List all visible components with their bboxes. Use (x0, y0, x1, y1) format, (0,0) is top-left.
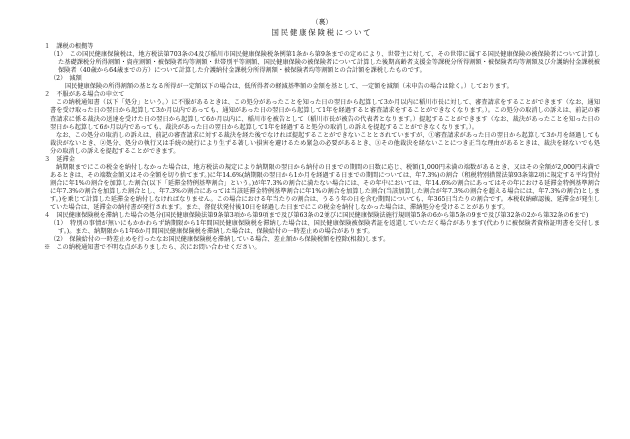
back-side-label: （裏） (311, 18, 333, 26)
paragraph-late-fee: 納期限までにこの税金を納付しなかった場合は、地方税法の規定により納期限の翌日から納付の日までの期間の日数に応じ、税額(1,000円未満の端数があるとき、又はその全額が2,000円未満であるときは、その端数金額又はその全額を切り捨てます。)に年14.6%(納期限の翌日から1か月を経過する日までの期間については、年7.3%)の割合（租税特別措置法第93条第2項に規定する平均貸付割合に年1%の割合を加算した割合(以下「延滞金特例基準割合」という。)が年7.3%の割合に満たない場合には、その年中においては、年14.6%の割合にあってはその年における延滞金特例基準割合に年7.3%の割合を加算した割合とし、年7.3%の割合にあっては当該延滞金特例基準割合に年1%の割合を加算した割合(当該加算した割合が年7.3%の割合を超える場合には、年7.3%の割合)とします。)を乗じて計算した延滞金を納付しなければなりません。この場合における年当たりの割合は、うるう年の日を含む期間についても、年365日当たりの割合です。本税収納確認後、延滞金が発生していた場合は、延滞金の納付書が発行されます。また、督促状発付後10日を経過した日までにこの税金を納付しなかった場合は、滞納処分を受けることがあります。 (50, 163, 600, 212)
paragraph-objection-1: この納税通知書（以下「処分」という。）に不服があるときは、この処分があったことを知った日の翌日から起算して3か月以内に稲川市長に対して、審査請求をすることができます（なお、通知書を受け取った日の翌日から起算して3か月以内であっても、通知があった日の翌日から起算して1年を経過すると審査請求をすることができなくなります。）。この処分の取消しの訴えは、前記の審査請求に係る裁決の送達を受けた日の翌日から起算して6か月以内に、稲川市を被告として（稲川市長が被告の代表者となります。）提起することができます（なお、裁決があったことを知った日の翌日から起算して6か月以内であっても、裁決があった日の翌日から起算して1年を経過すると処分の取消しの訴えを提起することができなくなります。）。 (50, 99, 600, 131)
section-heading-delinquency: ４ 国民健康保険税を滞納した場合の処分(国民健康保険法第9条第3項から第9項まで及び第63条の2並びに国民健康保険法施行規則第5条の6から第5条の9まで及び第32条の2から第32条の6まで) (44, 212, 589, 220)
paragraph-taxation-basis: （1） この国民健康保険税は、地方税法第703条の4及び稲川市国民健康保険税条例第1条から第9条までの定めにより、世帯主に対して、その世帯に属する国民健康保険の被保険者について計算した基礎課税分所得割額・資産割額・被保険者均等割額・世帯別平等割額、国民健康保険の被保険者について計算した後期高齢者支援金等課税分所得割額・被保険者均等割額及び介護納付金課税被保険者（40歳から64歳までの方）について計算した介護納付金課税分所得割額・被保険者均等割額との合計額を課税したものです。 (50, 51, 600, 75)
page-title: 国民健康保険税について (271, 28, 373, 38)
section-subheading-reduction: （2） 減額 (50, 75, 82, 83)
paragraph-delinquency-1: （1） 特別の事情が無いにもかかわらず納期限から1年間国民健康保険税を滞納した場合は、国民健康保険被保険者証を返還していただく場合があります(代わりに被保険者資格証明書を交付します。)。また、納期限から1年6か月間国民健康保険税を滞納した場合は、保険給付の一時差止めの場合があります。 (50, 220, 600, 236)
paragraph-delinquency-2: （2） 保険給付の一時差止めを行ったなお国民健康保険税を滞納している場合、差止額から保険税額を控除(相殺)します。 (50, 236, 390, 244)
paragraph-objection-2: なお、この処分の取消しの訴えは、前記の審査請求に対する裁決を経た後でなければ提起することができないこととされていますが、①審査請求があった日の翌日から起算して3か月を経過しても裁決がないとき、②処分、処分の執行又は手続の続行により生ずる著しい損害を避けるため緊急の必要があるとき、③その他裁決を経ないことにつき正当な理由があるときは、裁決を経ないでも処分の取消しの訴えを提起することができます。 (50, 131, 600, 155)
section-heading-objection: ２ 不服がある場合の申立て (44, 91, 125, 99)
section-heading-late-fee: ３ 延滞金 (44, 155, 75, 163)
section-heading-taxation: １ 課税の根拠等 (44, 43, 94, 51)
inquiry-note: ※ この納税通知書で不明な点がありましたら、次にお問い合わせください。 (44, 244, 261, 252)
paragraph-reduction: 国民健康保険の所得割額の基となる所得が一定額以下の場合は、低所得者の軽減基準額の金額を基として、一定額を減額（未申告の場合は除く。）しております。 (65, 83, 513, 91)
